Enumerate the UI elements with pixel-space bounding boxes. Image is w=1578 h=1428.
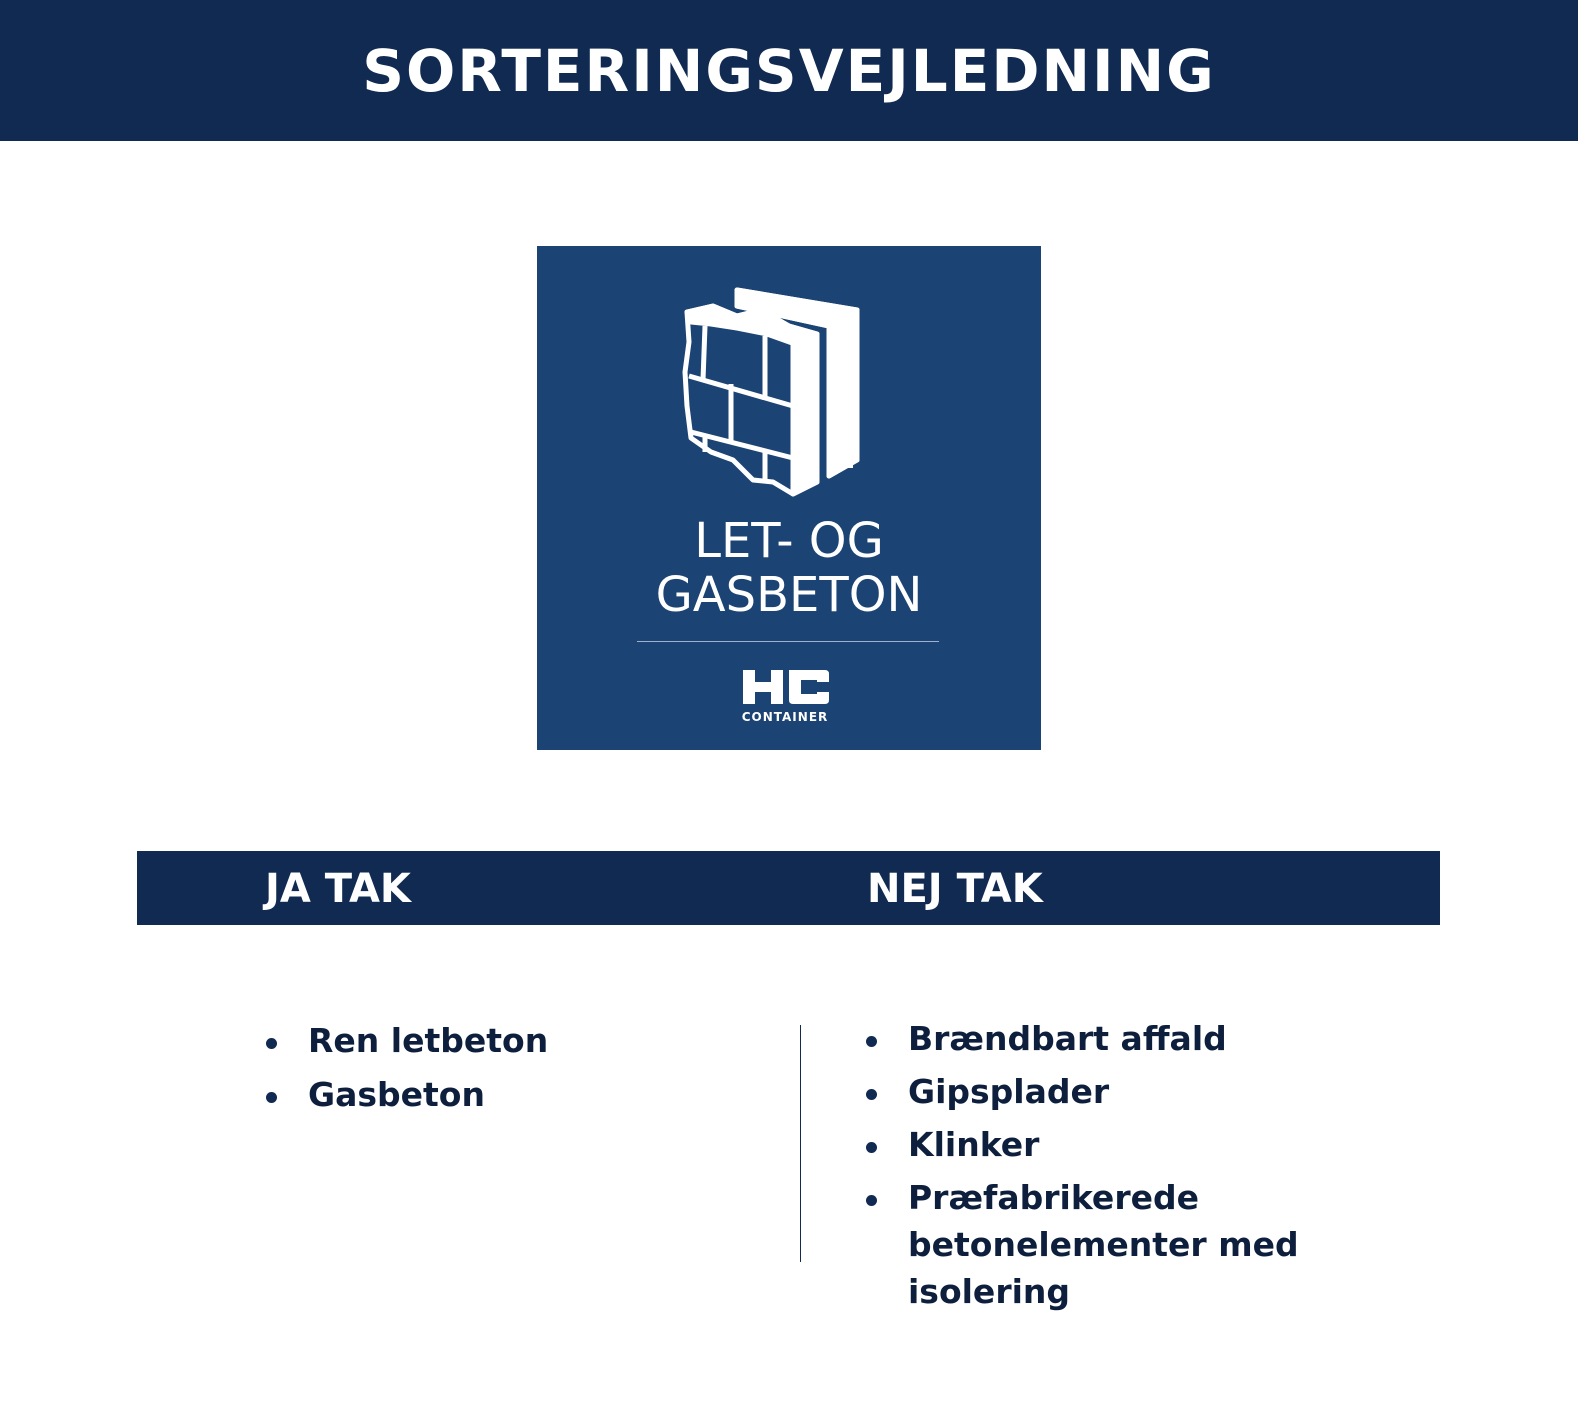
list-item <box>866 1174 1446 1315</box>
column-divider <box>800 1025 801 1262</box>
no-heading: NEJ TAK <box>867 866 1043 912</box>
category-title-line2: GASBETON <box>655 567 923 623</box>
accepted-list <box>266 1017 766 1125</box>
hc-container-logo <box>737 664 833 726</box>
list-item <box>866 1068 1446 1115</box>
bullet-icon <box>866 1142 877 1153</box>
logo-subtitle: CONTAINER <box>741 710 829 724</box>
rejected-list <box>866 1015 1446 1321</box>
bullet-icon <box>266 1092 277 1103</box>
page-title: SORTERINGSVEJLEDNING <box>362 36 1216 105</box>
yes-heading: JA TAK <box>265 866 411 912</box>
category-title-line1: LET- OG <box>694 513 884 569</box>
list-item <box>866 1121 1446 1168</box>
list-item-label: Præfabrikerede betonelementer med isolering <box>908 1178 1299 1311</box>
list-item <box>266 1071 766 1119</box>
list-item <box>266 1017 766 1065</box>
brick-wall-icon <box>677 282 907 498</box>
columns-header <box>137 851 1440 925</box>
bullet-icon <box>866 1195 877 1206</box>
list-item-label: Gipsplader <box>908 1072 1110 1111</box>
hc-logo-mark <box>737 664 833 708</box>
list-item <box>866 1015 1446 1062</box>
list-item-label: Klinker <box>908 1125 1040 1164</box>
category-title <box>537 514 1041 622</box>
card-divider <box>637 641 939 642</box>
top-banner <box>0 0 1578 141</box>
bullet-icon <box>866 1036 877 1047</box>
list-item-label: Ren letbeton <box>308 1021 549 1060</box>
bullet-icon <box>266 1038 277 1049</box>
bullet-icon <box>866 1089 877 1100</box>
list-item-label: Gasbeton <box>308 1075 485 1114</box>
list-item-label: Brændbart affald <box>908 1019 1227 1058</box>
category-card <box>537 246 1041 750</box>
